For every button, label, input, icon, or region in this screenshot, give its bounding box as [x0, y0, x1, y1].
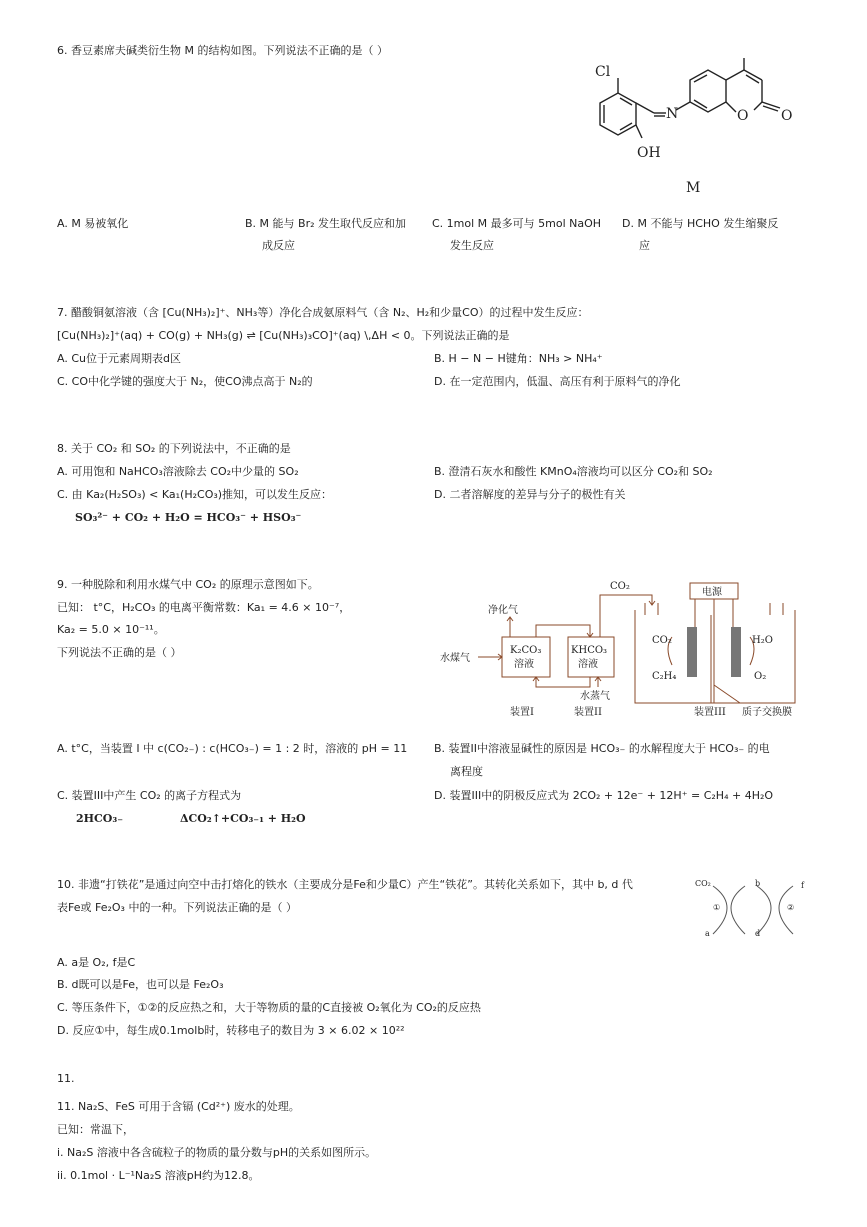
q9-khco3-label: KHCO₃: [571, 645, 608, 656]
q9-electrode-c2h4-label: C₂H₄: [652, 671, 677, 682]
q7-option-d: D. 在一定范围内，低温、高压有利于原料气的净化: [434, 375, 681, 388]
q7-option-b: B. H − N − H键角：NH₃ > NH₄⁺: [434, 352, 603, 365]
q6-o-ring-label: O: [737, 108, 749, 124]
q8-option-d: D. 二者溶解度的差异与分子的极性有关: [434, 488, 626, 501]
q6-stem: 6. 香豆素席夫碱类衍生物 M 的结构如图。下列说法不正确的是（ ）: [57, 44, 388, 57]
q9-stem-line3: Ka₂ = 5.0 × 10⁻¹¹。: [57, 623, 165, 636]
q6-option-c: C. 1mol M 最多可与 5mol NaOH: [432, 217, 602, 230]
q10-b-label: b: [755, 879, 761, 888]
q10-d-label: d: [755, 929, 761, 938]
q10-stem-line1: 10. 非遗“打铁花”是通过向空中击打熔化的铁水（主要成分是Fe和少量C）产生“铁花”。其转化关系如下，其中 b, d 代: [57, 878, 633, 891]
q9-power-label: 电源: [702, 587, 722, 598]
q6-option-c-cont: 发生反应: [450, 239, 494, 252]
q6-n-label: N: [666, 106, 679, 122]
q9-device2-label: 装置II: [574, 707, 602, 718]
q9-k2co3-solution-label: 溶液: [514, 659, 534, 670]
q8-option-c: C. 由 Ka₂(H₂SO₃) < Ka₁(H₂CO₃)推知，可以发生反应：: [57, 488, 333, 501]
q7-option-a: A. Cu位于元素周期表d区: [57, 352, 181, 365]
q9-k2co3-label: K₂CO₃: [510, 645, 542, 656]
q9-electrode-o2-label: O₂: [754, 671, 767, 682]
q10-reaction2-label: ②: [787, 903, 795, 912]
q7-option-c: C. CO中化学键的强度大于 N₂，使CO沸点高于 N₂的: [57, 375, 313, 388]
q9-option-c-reactant: 2HCO₃₋: [76, 812, 124, 825]
q10-transformation-diagram: [695, 876, 810, 936]
q8-option-b: B. 澄清石灰水和酸性 KMnO₄溶液均可以区分 CO₂和 SO₂: [434, 465, 713, 478]
q10-reaction1-label: ①: [713, 903, 721, 912]
q6-cl-label: Cl: [595, 64, 611, 80]
q6-option-b-cont: 成反应: [262, 239, 295, 252]
q6-option-d: D. M 不能与 HCHO 发生缩聚反: [622, 217, 779, 230]
q10-co2-label: CO₂: [695, 879, 711, 888]
q9-option-c-products: ΔCO₂↑+CO₃₋₁ + H₂O: [180, 812, 306, 825]
q9-water-gas-label: 水煤气: [440, 653, 470, 664]
q9-option-c: C. 装置III中产生 CO₂ 的离子方程式为: [57, 789, 242, 802]
q9-steam-label: 水蒸气: [580, 691, 610, 702]
q10-f-label: f: [801, 881, 804, 890]
q9-cathode: [687, 627, 697, 677]
q10-option-c: C. 等压条件下，①②的反应热之和，大于等物质的量的C直接被 O₂氧化为 CO₂的反应热: [57, 1001, 481, 1014]
q9-device3-label: 装置III: [694, 707, 726, 718]
q6-option-b: B. M 能与 Br₂ 发生取代反应和加: [245, 217, 406, 230]
q10-option-b: B. d既可以是Fe，也可以是 Fe₂O₃: [57, 978, 224, 991]
q6-molecule-structure: [570, 58, 810, 198]
q9-apparatus-diagram: [440, 575, 810, 720]
q9-option-b: B. 装置II中溶液显碱性的原因是 HCO₃₋ 的水解程度大于 HCO₃₋ 的电: [434, 742, 770, 755]
q10-option-a: A. a是 O₂, f是C: [57, 956, 136, 969]
q6-option-d-cont: 应: [639, 239, 650, 252]
q11-stem-line1: 11. Na₂S、FeS 可用于含镉 (Cd²⁺) 废水的处理。: [57, 1100, 300, 1113]
q9-stem-line4: 下列说法不正确的是（ ）: [57, 646, 182, 659]
q6-structure-label: M: [686, 180, 701, 196]
q9-khco3-solution-label: 溶液: [578, 659, 598, 670]
q11-number: 11.: [57, 1072, 75, 1085]
q9-anode: [731, 627, 741, 677]
q6-o-ketone-label: O: [781, 108, 793, 124]
q8-option-a: A. 可用饱和 NaHCO₃溶液除去 CO₂中少量的 SO₂: [57, 465, 299, 478]
q7-stem: 7. 醋酸铜氨溶液（含 [Cu(NH₃)₂]⁺、NH₃等）净化合成氨原料气（含 N₂、H₂和少量CO）的过程中发生反应：: [57, 306, 589, 319]
q9-electrode-h2o-label: H₂O: [752, 635, 773, 646]
q6-option-a: A. M 易被氧化: [57, 217, 129, 230]
q9-co2-label: CO₂: [610, 581, 630, 592]
q9-option-d: D. 装置III中的阴极反应式为 2CO₂ + 12e⁻ + 12H⁺ = C₂H₄ + 4H₂O: [434, 789, 774, 802]
q8-option-c-equation: SO₃²⁻ + CO₂ + H₂O = HCO₃⁻ + HSO₃⁻: [75, 511, 302, 524]
q10-a-label: a: [705, 929, 710, 938]
q9-membrane-label: 质子交换膜: [742, 707, 792, 718]
q10-stem-line2: 表Fe或 Fe₂O₃ 中的一种。下列说法正确的是（ ）: [57, 901, 297, 914]
q11-stem-line4: ii. 0.1mol · L⁻¹Na₂S 溶液pH约为12.8。: [57, 1169, 260, 1182]
q9-stem-line1: 9. 一种脱除和利用水煤气中 CO₂ 的原理示意图如下。: [57, 578, 319, 591]
q9-option-a: A. t°C，当装置 I 中 c(CO₂₋) : c(HCO₃₋) = 1 : 2 时，溶液的 pH = 11: [57, 742, 408, 755]
q10-option-d: D. 反应①中，每生成0.1molb时，转移电子的数目为 3 × 6.02 × 10²²: [57, 1024, 405, 1037]
q9-device1-label: 装置I: [510, 707, 534, 718]
q7-equation: [Cu(NH₃)₂]⁺(aq) + CO(g) + NH₃(g) ⇌ [Cu(NH₃)₃CO]⁺(aq) \,ΔH < 0。下列说法正确的是: [57, 329, 510, 342]
q11-stem-line3: i. Na₂S 溶液中各含硫粒子的物质的量分数与pH的关系如图所示。: [57, 1146, 377, 1159]
q8-stem: 8. 关于 CO₂ 和 SO₂ 的下列说法中，不正确的是: [57, 442, 291, 455]
q9-clean-gas-label: 净化气: [488, 605, 518, 616]
q6-oh-label: OH: [637, 145, 661, 161]
q9-electrode-co2-label: CO₂: [652, 635, 672, 646]
q9-option-b-cont: 离程度: [450, 765, 483, 778]
q9-stem-line2: 已知： t°C，H₂CO₃ 的电离平衡常数：Ka₁ = 4.6 × 10⁻⁷，: [57, 601, 351, 614]
q11-stem-line2: 已知：常温下，: [57, 1123, 134, 1136]
